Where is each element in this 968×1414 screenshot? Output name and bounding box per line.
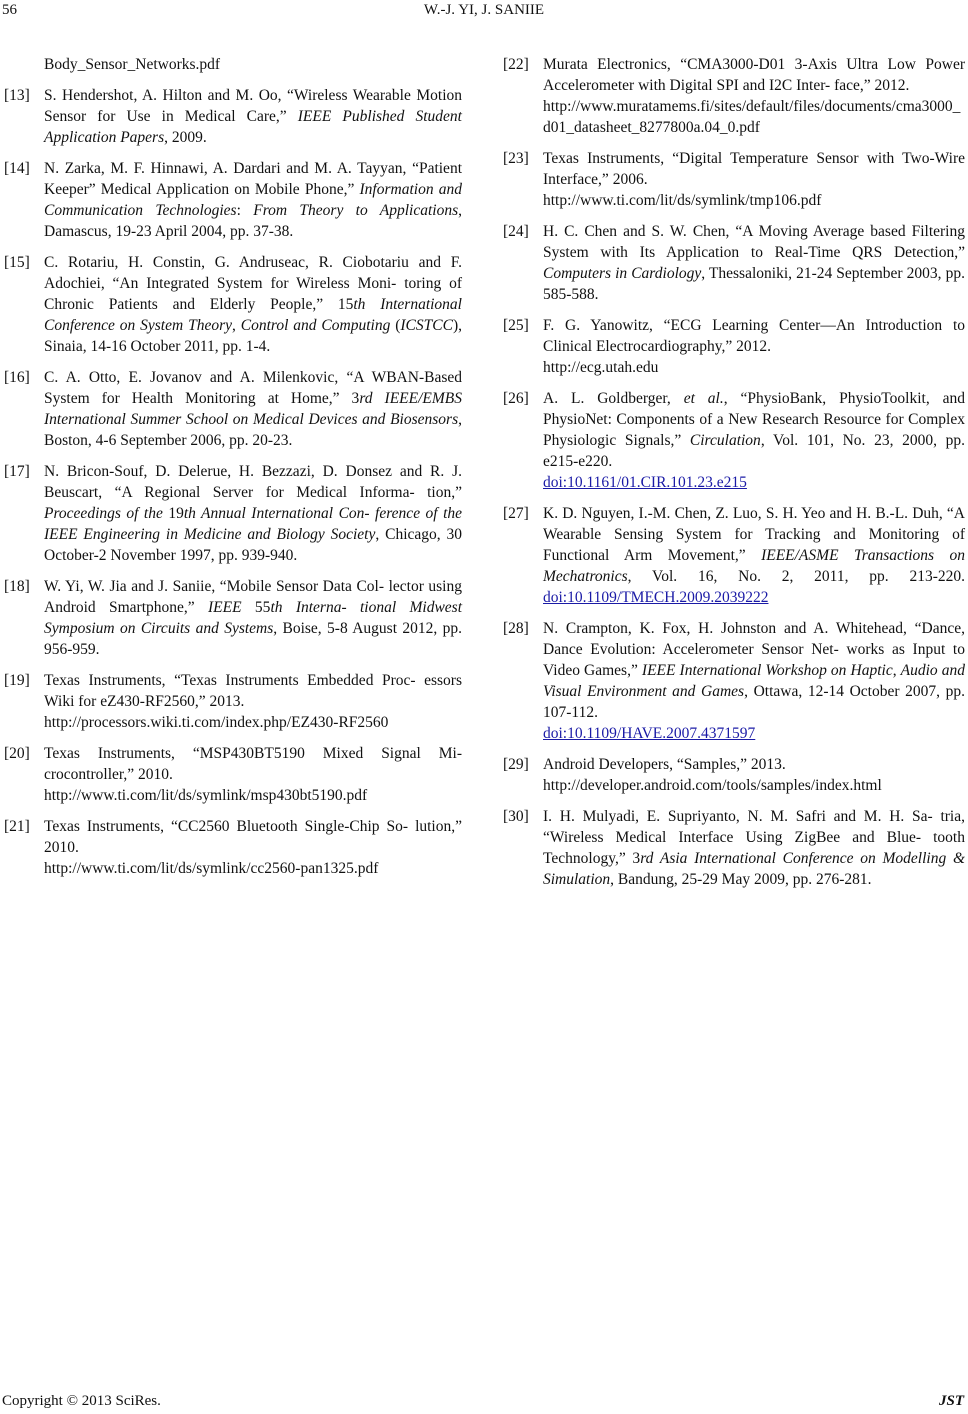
reference-number: [19] [4,672,30,689]
footer-journal: JST [938,1393,964,1409]
reference-entry [503,315,965,378]
reference-text: , 2009. [164,129,207,146]
reference-number: [13] [4,87,30,104]
running-header-authors: W.-J. YI, J. SANIIE [423,2,545,18]
reference-entry [4,461,462,566]
reference-entry [4,743,462,806]
reference-number: [18] [4,578,30,595]
reference-text: , [231,317,241,334]
reference-text: F. G. Yanowitz, “ECG Learning Center—An Introduction to Clinical Electrocardiography,” 2012. [543,317,965,355]
reference-text: 55 [241,599,271,616]
reference-entry [503,148,965,211]
left-column [4,54,462,889]
reference-text: Texas Instruments, “Digital Temperature Sensor with Two-Wire Interface,” 2006. [543,150,965,188]
reference-text: W. Yi, W. Jia and J. Saniie, “Mobile Sensor Data Col- lector using Android Smartphone,” [44,578,462,616]
reference-text: H. C. Chen and S. W. Chen, “A Moving Average based Filtering System with Its Application to Real-Time QRS Detection,” [543,223,965,261]
reference-entry [503,754,965,796]
reference-entry [503,388,965,493]
reference-number: [15] [4,254,30,271]
reference-text: K. D. Nguyen, I.-M. Chen, Z. Luo, S. H. Yeo and H. B.-L. Duh, “A Wearable Sensing System for Tracking and Monitoring of Functional Arm Movement,” [543,505,965,564]
reference-text: C. A. Otto, E. Jovanov and A. Milenkovic, “A WBAN-Based System for Health Monitoring at Home,” 3 [44,369,462,407]
reference-entry [4,85,462,148]
reference-url: http://www.ti.com/lit/ds/symlink/msp430bt5190.pdf [44,787,368,804]
reference-number: [16] [4,369,30,386]
reference-url: http://www.ti.com/lit/ds/symlink/tmp106.pdf [543,192,822,209]
reference-text: ( [390,317,401,334]
doi-link[interactable]: doi:10.1109/HAVE.2007.4371597 [543,725,756,742]
reference-italic-text: et al. [683,390,724,407]
reference-italic-text: ICSTCC [400,317,453,334]
reference-number: [17] [4,463,30,480]
reference-number: [25] [503,317,529,334]
reference-url: http://www.muratamems.fi/sites/default/files/documents/cma3000_d01_datasheet_8277800a.04_0.pdf [543,98,961,136]
reference-text: 19 [162,505,184,522]
reference-text: N. Crampton, K. Fox, H. Johnston and A. Whitehead, “Dance, Dance Evolution: Accelerometer Sensor Net- works as Input to Video Games,” [543,620,965,679]
page-number: 56 [2,2,17,18]
right-column [503,54,965,900]
reference-italic-text: rd Asia International Conference on Modelling & Simulation [543,850,965,888]
reference-italic-text: IEEE/ASME Transactions on Mechatronics [543,547,965,585]
reference-italic-text: th International Conference on System Theory [44,296,462,334]
reference-number: [26] [503,390,529,407]
reference-italic-text: Circulation [689,432,761,449]
reference-text: , Damascus, 19-23 April 2004, pp. 37-38. [44,202,462,240]
reference-list-right [503,54,965,890]
reference-italic-text: Proceedings of the [44,505,163,522]
reference-entry [4,252,462,357]
reference-entry [4,670,462,733]
reference-entry [4,816,462,879]
reference-text: , Thessaloniki, 21-24 September 2003, pp. 585-588. [543,265,965,303]
reference-text: , Boston, 4-6 September 2006, pp. 20-23. [44,411,462,449]
reference-italic-text: rd IEEE/EMBS International Summer School on Medical Devices and Biosensors [44,390,463,428]
footer-copyright: Copyright © 2013 SciRes. [2,1393,161,1409]
reference-number: [23] [503,150,529,167]
reference-text: Android Developers, “Samples,” 2013. [543,756,786,773]
reference-text: , Chicago, 30 October-2 November 1997, pp. 939-940. [44,526,463,564]
reference-text: A. L. Goldberger, [543,390,684,407]
reference-italic-text: IEEE [208,599,242,616]
reference-number: [21] [4,818,30,835]
reference-number: [29] [503,756,529,773]
reference-text: , “PhysioBank, PhysioToolkit, and PhysioNet: Components of a New Research Resource for Complex Physiologic Signals,” [543,390,966,449]
reference-text: , Vol. 16, No. 2, 2011, pp. 213-220. [627,568,965,585]
reference-entry [503,54,965,138]
doi-link[interactable]: doi:10.1161/01.CIR.101.23.e215 [543,474,747,491]
reference-text: I. H. Mulyadi, E. Supriyanto, N. M. Safri and M. H. Sa- tria, “Wireless Medical Interface Using ZigBee and Blue- tooth Technology,” 3 [543,808,965,867]
reference-italic-text: th Annual International Con- ference of the IEEE Engineering in Medicine and Biology Society [44,505,462,543]
reference-url: http://developer.android.com/tools/samples/index.html [543,777,882,794]
reference-italic-text: From Theory to Applications [253,202,459,219]
reference-text: Murata Electronics, “CMA3000-D01 3-Axis Ultra Low Power Accelerometer with Digital SPI and I2C Inter- face,” 2012. [543,56,965,94]
reference-italic-text: th Interna- tional Midwest Symposium on Circuits and Systems [44,599,463,637]
reference-number: [22] [503,56,529,73]
reference-url: http://processors.wiki.ti.com/index.php/EZ430-RF2560 [44,714,389,731]
reference-list-left [4,85,462,879]
doi-link[interactable]: doi:10.1109/TMECH.2009.2039222 [543,589,769,606]
reference-italic-text: Information and Communication Technologies [44,181,462,219]
reference-entry [503,221,965,305]
reference-italic-text: Computers in Cardiology [543,265,702,282]
reference-text: Texas Instruments, “Texas Instruments Embedded Proc- essors Wiki for eZ430-RF2560,” 2013. [44,672,462,710]
reference-text: N. Bricon-Souf, D. Delerue, H. Bezzazi, D. Donsez and R. J. Beuscart, “A Regional Server for Medical Informa- tion,” [44,463,462,501]
reference-number: [14] [4,160,30,177]
reference-text: Texas Instruments, “CC2560 Bluetooth Single-Chip So- lution,” 2010. [44,818,462,856]
reference-text: , Boise, 5-8 August 2012, pp. 956-959. [44,620,462,658]
reference-number: [28] [503,620,529,637]
reference-italic-text: IEEE Published Student Application Papers [44,108,462,146]
reference-text: , Vol. 101, No. 23, 2000, pp. e215-e220. [543,432,965,470]
reference-italic-text: IEEE International Workshop on Haptic [641,662,893,679]
reference-text: , Ottawa, 12-14 October 2007, pp. 107-112. [543,683,965,721]
reference-number: [24] [503,223,529,240]
reference-number: [30] [503,808,529,825]
reference-text: ), Sinaia, 14-16 October 2011, pp. 1-4. [44,317,462,355]
reference-text: Texas Instruments, “MSP430BT5190 Mixed Signal Mi- crocontroller,” 2010. [44,745,462,783]
reference-entry [4,158,462,242]
reference-text: , Bandung, 25-29 May 2009, pp. 276-281. [610,871,872,888]
reference-entry [503,503,965,608]
reference-continuation: Body_Sensor_Networks.pdf [44,56,221,73]
reference-text: S. Hendershot, A. Hilton and M. Oo, “Wireless Wearable Motion Sensor for Use in Medical Care,” [44,87,462,125]
reference-text: : [236,202,254,219]
reference-number: [27] [503,505,529,522]
reference-entry [4,576,462,660]
reference-text: , [892,662,901,679]
reference-number: [20] [4,745,30,762]
reference-text: C. Rotariu, H. Constin, G. Andruseac, R. Ciobotariu and F. Adochiei, “An Integrated System for Wireless Moni- toring of Chronic Patients and Elderly People,” 15 [44,254,462,313]
reference-url: http://ecg.utah.edu [543,359,659,376]
reference-entry [503,806,965,890]
reference-text: N. Zarka, M. F. Hinnawi, A. Dardari and M. A. Tayyan, “Patient Keeper” Medical Application on Mobile Phone,” [44,160,462,198]
reference-italic-text: Audio and Visual Environment and Games [543,662,966,700]
reference-url: http://www.ti.com/lit/ds/symlink/cc2560-pan1325.pdf [44,860,379,877]
reference-entry [503,618,965,744]
reference-entry [4,367,462,451]
reference-italic-text: Control and Computing [240,317,391,334]
